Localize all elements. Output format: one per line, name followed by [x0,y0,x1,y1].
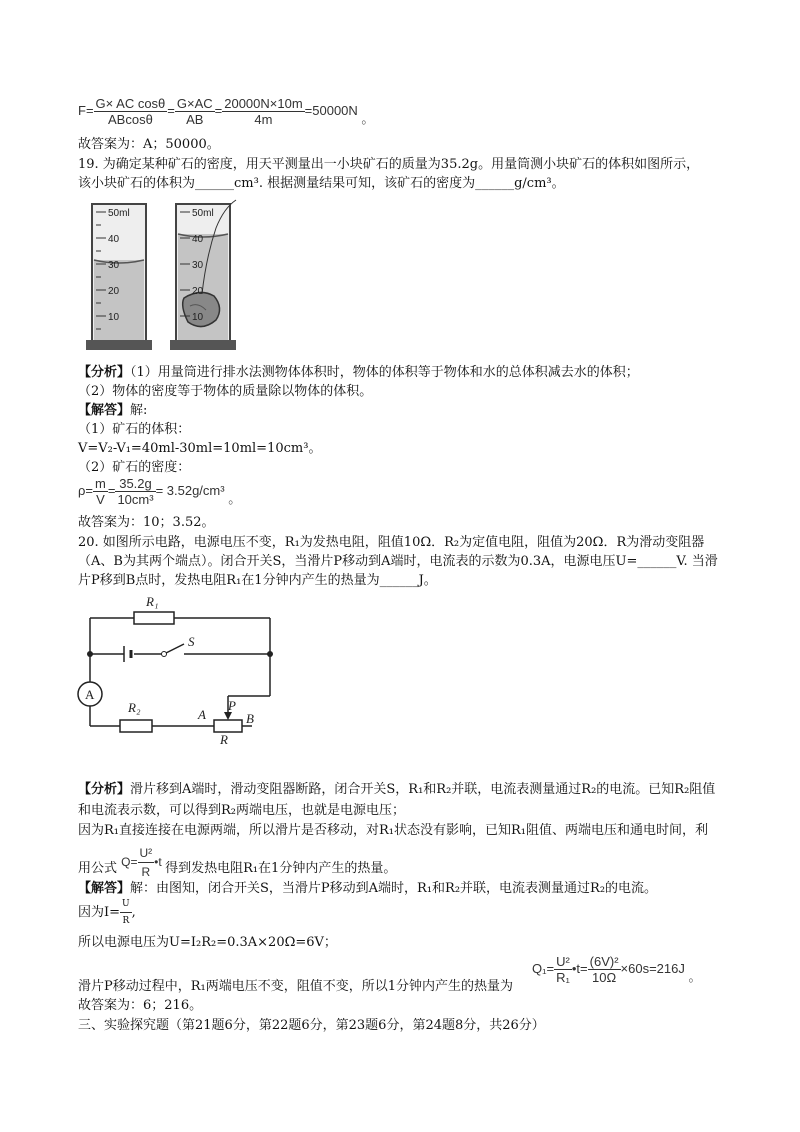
cyl-left-label-30: 30 [108,260,120,271]
cylinder-right [170,200,236,350]
q20-answer: 故答案为：6；216。 [78,998,203,1013]
cyl-left-label-40: 40 [108,234,120,245]
junction-left [87,651,93,657]
q20-sol-3: 所以电源电压为U=I₂R₂=0.3A×20Ω=6V； [78,935,337,950]
q20-solution: 【解答】解：由图知，闭合开关S，当滑片P移动到A端时，R₁和R₂并联，电流表测量通过R₂的电流。 [78,881,658,896]
q19-solution-head: 【解答】解: [78,403,148,418]
q20-analysis-4: 用公式 Q= $\frac{\text{U²}}{R}$ •t 得到发热电阻R₁在1分钟内产生的热量。 [78,846,397,879]
junction-right [267,651,273,657]
slider-arrow [224,712,232,720]
q19-stem-line2: 该小块矿石的体积为______cm³. 根据测量结果可知，该矿石的密度为______g/cm³。 [78,176,565,191]
section-3-heading: 三、实验探究题（第21题6分，第22题6分，第23题6分，第24题8分，共26分） [78,1018,545,1033]
q20-stem-line3: 片P移到B点时，发热电阻R₁在1分钟内产生的热量为______J。 [78,573,437,588]
label-r: R [220,732,228,746]
graduated-cylinder-figure [84,198,254,354]
q19-stem-line1: 19. 为确定某种矿石的密度，用天平测量出一小块矿石的质量为35.2g。用量筒测小块矿石的体积如图所示， [78,157,700,172]
cyl-right-label-20: 20 [192,286,204,297]
resistor-r2 [120,720,152,732]
q19-sol-3: （2）矿石的密度： [78,460,191,475]
q18-answer: 故答案为：A；50000。 [78,137,220,152]
q20-analysis-2: 和电流表示数，可以得到R₂两端电压，也就是电源电压； [78,803,405,818]
cyl-right-label-50: 50ml [192,208,214,219]
q19-analysis-2: （2）物体的密度等于物体的质量除以物体的体积。 [78,384,373,399]
label-ammeter: A [85,687,95,702]
label-r1: R₁ [146,594,159,609]
q20-sol-2: 因为I= $\frac{U}{R}$ , [78,896,136,929]
label-r2: R₂ [128,700,141,715]
q20-heat-formula: Q= $\frac{\text{U²}}{R}$ •t [121,846,162,879]
label-s: S [188,634,195,649]
cyl-right-label-40: 40 [192,234,204,245]
cyl-left-label-20: 20 [108,286,120,297]
rheostat-r [214,720,242,732]
q19-density-formula: ρ= $\frac{m}{V}$ = $\frac{35.2g}{\text{10cm³}}$ = 3.52g/cm³ 。 [78,476,242,507]
q19-sol-2: V=V₂-V₁=40ml-30ml=10ml=10cm³。 [78,441,322,456]
q20-stem-line1: 20. 如图所示电路，电源电压不变，R₁为发热电阻，阻值10Ω．R₂为定值电阻，阻值为20Ω．R为滑动变阻器 [78,535,705,550]
q20-stem-line2: （A、B为其两个端点）。闭合开关S，当滑片P移动到A端时，电流表的示数为0.3A，电源电压U=______V. 当滑 [78,554,718,569]
q19-analysis: 【分析】（1）用量筒进行排水法测物体体积时，物体的体积等于物体和水的总体积减去水的体积； [78,365,639,380]
q19-sol-1: （1）矿石的体积： [78,422,191,437]
q20-sol-4: 滑片P移动过程中，R₁两端电压不变，阻值不变，所以1分钟内产生的热量为 [78,979,514,994]
resistor-r1 [134,612,174,624]
cyl-right-label-10: 10 [192,312,204,323]
q20-q1-formula: Q₁= $\frac{\text{U²}}{\text{R₁}}$ •t= $\frac{\text{(6V)²}}{10\Omega}$ ×60s=216J 。 [532,954,702,985]
cyl-right-label-30: 30 [192,260,204,271]
cyl-left-label-10: 10 [108,312,120,323]
cyl-left-label-50: 50ml [108,208,130,219]
switch-contact [162,652,167,657]
q20-analysis-3: 因为R₁直接连接在电源两端，所以滑片是否移动，对R₁状态没有影响，已知R₁阻值、两端电压和通电时间，利 [78,823,708,838]
cylinder-left [86,204,152,350]
switch-blade [166,644,184,653]
q18-formula: F= $\frac{\text{G× AC cosθ}}{ABcos\theta}$ = $\frac{G\times AC}{AB}$ = $\frac{20000N\times 10m}{4m}$ =50000N 。 [78,96,375,127]
q19-answer: 故答案为：10；3.52。 [78,515,215,530]
label-p: P [228,698,236,713]
label-a-end: A [198,707,206,722]
label-b-end: B [246,711,254,726]
q20-analysis: 【分析】滑片移到A端时，滑动变阻器断路，闭合开关S，R₁和R₂并联，电流表测量通过R₂的电流。已知R₂阻值 [78,782,716,797]
circuit-diagram [74,586,284,746]
